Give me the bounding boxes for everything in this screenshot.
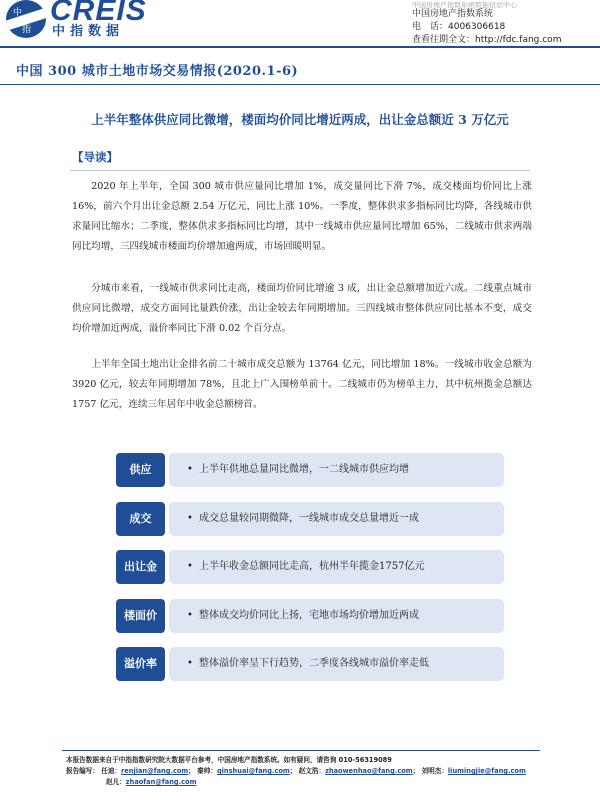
summary-row-supply: [116, 453, 506, 487]
contact-phone-row: 电 话：4006306618: [412, 22, 506, 32]
summary-text: • 上半年供地总量同比微增，一二线城市供应均增: [169, 453, 504, 487]
author-email-link[interactable]: zhaowenhao@fang.com: [325, 767, 413, 775]
contact-web-link[interactable]: http://fdc.fang.com: [475, 35, 562, 45]
summary-row-deal: [116, 502, 506, 536]
creis-logo-mark-icon: 中 指: [6, 0, 46, 38]
summary-tag: 成交: [116, 502, 165, 536]
summary-list: [116, 453, 506, 696]
footer-note: 本报告数据来自于中指指数研究院大数据平台参考，中国房地产指数系统。如有疑问，请咨询 010-56319089: [66, 756, 392, 764]
lead-paragraph-3: 上半年全国土地出让金排名前二十城市成交总额为 13764 亿元，同比增加 18%。一线城市收金总额为 3920 亿元，较去年同期增加 78%，且北上广入围榜单前十。二线城市仍为榜单主力，其中杭州揽金总额达 1757 亿元，连续三年居年中收金总额榜首。: [72, 359, 532, 410]
contact-topline: 中国房地产指数系统数据信息中心: [412, 2, 517, 8]
contact-org: 中国房地产指数系统: [412, 9, 494, 19]
lead-paragraph-1: 2020 年上半年，全国 300 城市供应量同比增加 1%，成交量同比下滑 7%，成交楼面均价同比上涨 16%，前六个月出让金总额 2.54 万亿元，同比上涨 10%。一季度，整体供求多指标同比均降，各线城市供求量同比缩水；二季度，整体供求多指标同比均增，其中一线城市供应量同比增加 65%，二线城市供求两端同比均增，三四线城市楼面均价增加逾两成，市场回暖明显。: [72, 181, 532, 252]
footer-authors: 报告编写： 任迪：renjian@fang.com； 秦帅：qinshuai@fang.com； 赵文浩：zhaowenhao@fang.com； 刘明杰：liumingjie@fang.com: [66, 767, 526, 775]
logo-cn-text: 中指数据: [52, 24, 125, 39]
headline: 上半年整体供应同比微增，楼面均价同比增近两成，出让金总额近 3 万亿元: [91, 112, 509, 127]
author-email-link[interactable]: liumingjie@fang.com: [447, 767, 526, 775]
lead-label: 【导读】: [72, 150, 118, 164]
logo-brand-text: CREIS: [50, 0, 147, 27]
page-footer: [66, 755, 546, 788]
summary-row-revenue: [116, 550, 506, 584]
summary-tag: 供应: [116, 453, 165, 487]
lead-divider: [70, 170, 530, 171]
summary-text: • 整体成交均价同比上扬，宅地市场均价增加近两成: [169, 599, 504, 633]
summary-text: • 整体溢价率呈下行趋势，二季度各线城市溢价率走低: [169, 647, 504, 681]
report-title: 中国 300 城市土地市场交易情报(2020.1-6): [16, 64, 299, 79]
footer-authors-cont: 赵凡：zhaofan@fang.com: [106, 778, 197, 786]
contact-info: [412, 2, 561, 47]
creis-logo: [6, 0, 176, 40]
title-divider: [0, 84, 600, 85]
author-email-link[interactable]: qinshuai@fang.com: [216, 767, 290, 775]
contact-web-row: 查看往期全文：http://fdc.fang.com: [412, 35, 562, 45]
footer-divider: [62, 750, 540, 751]
summary-tag: 楼面价: [116, 599, 165, 633]
lead-paragraph-2: 分城市来看，一线城市供求同比走高，楼面均价同比增逾 3 成，出让金总额增加近六成。二线重点城市供应同比微增，成交方面同比量跌价涨，出让金较去年同期增加。三四线城市整体供应同比基本不变，成交均价增加近两成，溢价率同比下滑 0.02 个百分点。: [72, 283, 532, 334]
header-divider: [0, 46, 600, 48]
summary-tag: 出让金: [116, 550, 165, 584]
summary-text: • 上半年收金总额同比走高，杭州半年揽金1757亿元: [169, 550, 504, 584]
author-email-link[interactable]: zhaofan@fang.com: [125, 778, 197, 786]
summary-text: • 成交总量较同期微降，一线城市成交总量增近一成: [169, 502, 504, 536]
author-email-link[interactable]: renjian@fang.com: [121, 767, 189, 775]
contact-phone: 4006306618: [448, 22, 506, 32]
page-header: [0, 0, 600, 46]
summary-row-premium: [116, 647, 506, 681]
summary-row-floor-price: [116, 599, 506, 633]
summary-tag: 溢价率: [116, 647, 165, 681]
